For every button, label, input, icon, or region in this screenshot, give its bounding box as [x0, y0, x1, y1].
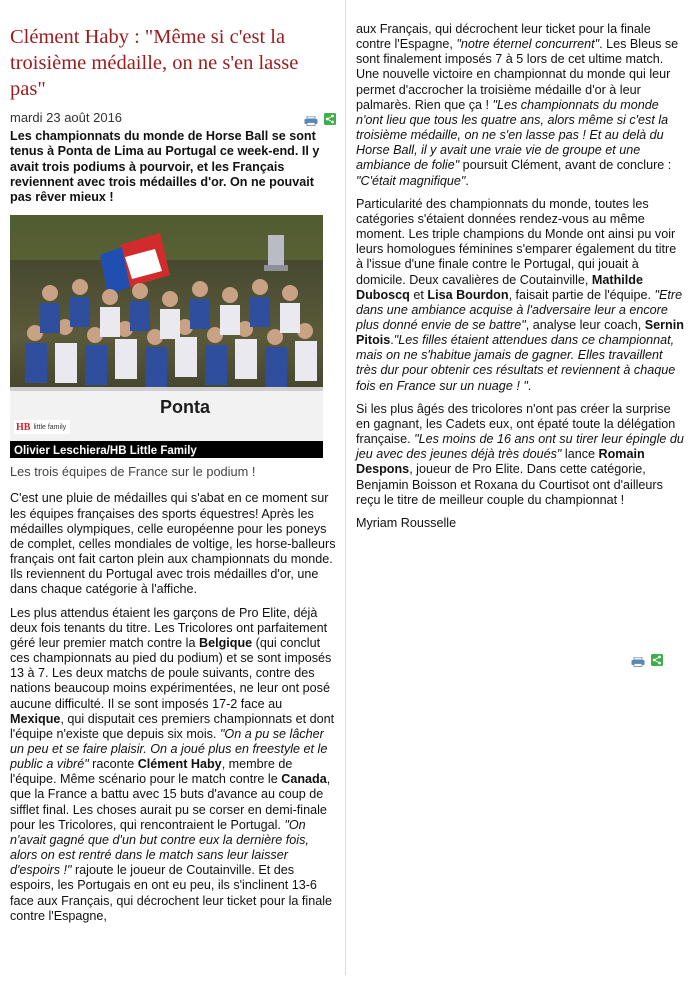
team-mexique: Mexique: [10, 711, 61, 726]
person-lisa-bourdon: Lisa Bourdon: [427, 287, 509, 302]
photo-caption: Les trois équipes de France sur le podium !: [10, 464, 256, 480]
person-clement-haby: Clément Haby: [137, 757, 222, 772]
paragraph-2-end: aux Français, qui décrochent leur ticket pour la finale contre l'Espagne, "notre éternel concurrent". Les Bleus se sont finalement imposés 7 à 5 lors de cet ultime match. Une nouvelle victoire en championnat du monde qui leur permet d'accrocher la troisième médaille d'or à leur palmarès. Rien que ça ! "Les championnats du monde n'ont lieu que tous les quatre ans, alors même si c'est la troisième médaille, on ne s'en lasse pas ! Et au delà du Horse Ball, il y avait une vraie vie de groupe et une ambiance de folie" poursuit Clément, avant de conclure : "C'était magnifique".: [356, 22, 679, 188]
bottom-tools: [631, 653, 663, 665]
paragraph-2-start: Les plus attendus étaient les garçons de Pro Elite, déjà deux fois tenants du titre. Les Tricolores ont parfaitement géré leur premier match contre la Belgique (qui conclut ces championnats au pied du podium) et se sont imposés 13 à 7. Les deux matchs de poule suivants, contre des nations beaucoup moins expérimentées, ne leur ont posé aucune difficulté. Il se sont imposés 17-2 face au Mexique, qui disputait ces premiers championnats et dont l'équipe n'existe que depuis six mois. "On a pu se lâcher un peu et se faire plaisir. On a joué plus en freestyle et le public a vibré" raconte Clément Haby, membre de l'équipe. Même scénario pour le match contre le Canada, que la France a battu avec 15 buts d'avance au coup de sifflet final. Les choses aurait pu se corser en demi-finale pour les Tricolores, qui rencontraient le Portugal. "On n'avait gagné que d'un but contre eux la dernière fois, alors on est rentré dans le match sans leur laisser d'espoirs !" rajoute le joueur de Coutainville. Et des espoirs, les Portugais en ont eu peu, ils s'inclinent 13-6 face aux Français, qui décrochent leur ticket pour la finale contre l'Espagne,: [10, 605, 335, 923]
person-romain-despons: Romain Despons: [356, 447, 645, 477]
article-left-column: [10, 0, 338, 970]
share-icon[interactable]: [324, 112, 336, 124]
article-lead: Les championnats du monde de Horse Ball se sont tenus à Ponta de Lima au Portugal ce week-end. Il y avait trois podiums à pourvoir, et les Français reviennent avec trois médailles d'or. On ne pouvait pas rêver mieux !: [10, 129, 320, 205]
quote-2: "On n'avait gagné que d'un but contre eux la dernière fois, alors on est rentré dans le match sans leur laisser d'espoirs !": [10, 817, 309, 878]
team-belgique: Belgique: [199, 635, 253, 650]
article-tools: [304, 112, 338, 124]
quote-4: "Les championnats du monde n'ont lieu que tous les quatre ans, alors même si c'est la troisième médaille, on ne s'en lasse pas ! Et au delà du Horse Ball, il y avait une vraie vie de groupe et une ambiance de folie": [356, 97, 669, 173]
team-canada: Canada: [281, 772, 327, 787]
paragraph-4: Si les plus âgés des tricolores n'ont pas créer la surprise en gagnant, les Cadets eux, ont épaté toute la délégation française. "Les moins de 16 ans ont su tirer leur épingle du jeu avec des jeunes déjà très doués" lance Romain Despons, joueur de Pro Elite. Dans cette catégorie, Benjamin Boisson et Roxana du Courtisot ont d'ailleurs reçu le titre de meilleur couple du championnat !: [356, 401, 684, 507]
quote-1: "On a pu se lâcher un peu et se faire plaisir. On a joué plus en freestyle et le public a vibré": [10, 726, 328, 772]
article-meta: [10, 110, 338, 125]
photo-logo: [14, 420, 70, 434]
article-date: mardi 23 août 2016: [10, 110, 123, 125]
podium-photo: [10, 215, 323, 458]
logo-text: little family: [33, 423, 67, 431]
person-sernin-pitois: Sernin Pitois: [356, 317, 684, 348]
logo-mark: HB: [16, 421, 31, 433]
photo-banner-text: Ponta: [160, 397, 211, 418]
paragraph-1: C'est une pluie de médailles qui s'abat en ce moment sur les équipes françaises des sports équestres! Après les médailles olympiques, celle européenne pour les poneys de complet, celles mondiales de voltige, les horse-balleurs français ont fait carton plein aux championnats du monde. Ils reviennent du Portugal avec trois médailles d'or, une dans chaque catégorie à l'affiche.: [10, 491, 336, 597]
print-icon[interactable]: [304, 113, 318, 123]
share-icon-bottom[interactable]: [651, 653, 663, 665]
article-author: Myriam Rousselle: [356, 515, 457, 530]
article-title: Clément Haby : "Même si c'est la troisième médaille, on ne s'en lasse pas": [10, 26, 299, 100]
paragraph-3: Particularité des championnats du monde, toutes les catégories s'étaient données rendez-vous au même moment. Les triple champions du Monde ont ainsi pu voir leurs homologues féminines s'emparer également du titre à l'issue d'une finale contre le Portugal, qui jouait à domicile. Deux cavalières de Coutainville, Mathilde Duboscq et Lisa Bourdon, faisait partie de l'équipe. "Etre dans une ambiance acquise à l'adversaire leur a encore plus donné envie de se battre", analyse leur coach, Sernin Pitois."Les filles étaient attendues dans ce championnat, mais on ne s'habitue jamais de gagner. Elles travaillent très dur pour obtenir ces résultats et reviennent à chaque fois en France sur un nuage ! ".: [356, 196, 684, 393]
quote-8: "Les moins de 16 ans ont su tirer leur épingle du jeu avec des jeunes déjà très doués": [356, 432, 684, 462]
person-mathilde-duboscq: Mathilde Duboscq: [356, 272, 643, 302]
column-divider: [345, 0, 346, 975]
quote-6: "Etre dans une ambiance acquise à l'adversaire leur a encore plus donné envie de se battre": [356, 287, 683, 332]
quote-5: "C'était magnifique": [356, 173, 466, 188]
article-right-column: [356, 22, 684, 530]
quote-7: "Les filles étaient attendues dans ce championnat, mais on ne s'habitue jamais de gagner. Elles travaillent très dur pour obtenir ces résultats et reviennent à chaque fois en France sur un nuage ! ": [356, 333, 676, 393]
print-icon-bottom[interactable]: [631, 654, 645, 664]
photo-credit: Olivier Leschiera/HB Little Family: [14, 445, 197, 458]
quote-3: "notre éternel concurrent": [456, 37, 600, 52]
